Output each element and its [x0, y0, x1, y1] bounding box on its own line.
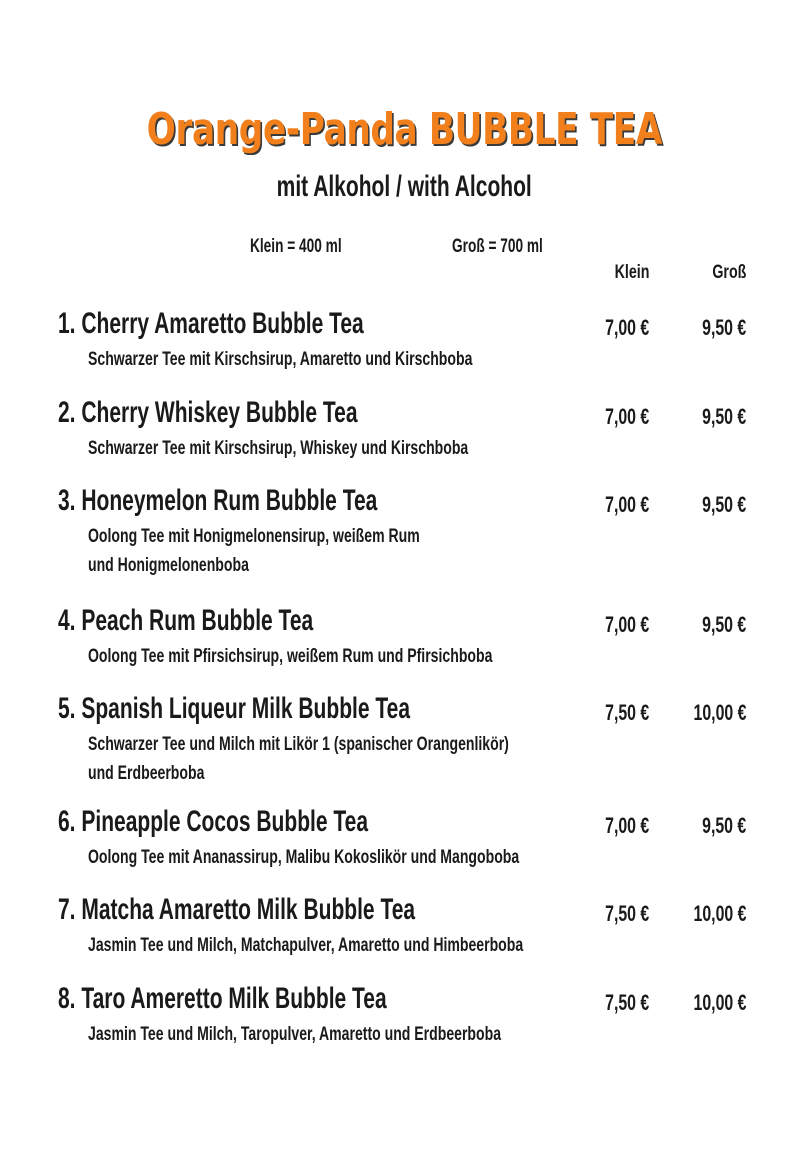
price-small: 7,50 €	[604, 700, 649, 725]
item-name: 5. Spanish Liqueur Milk Bubble Tea	[58, 692, 411, 725]
price-large: 10,00 €	[693, 901, 746, 926]
size-small-note: Klein = 400 ml	[250, 236, 342, 257]
item-description: Schwarzer Tee mit Kirschsirup, Amaretto und Kirschboba	[88, 349, 473, 370]
price-small: 7,00 €	[604, 315, 649, 340]
item-name: 4. Peach Rum Bubble Tea	[58, 604, 314, 637]
item-description: Oolong Tee mit Pfirsichsirup, weißem Rum und Pfirsichboba	[88, 646, 493, 667]
menu-title: Orange-Panda BUBBLE TEA	[146, 104, 663, 155]
price-small: 7,00 €	[604, 612, 649, 637]
price-large: 9,50 €	[701, 813, 746, 838]
size-large-note: Groß = 700 ml	[452, 236, 543, 257]
column-header-small: Klein	[614, 262, 649, 283]
menu-subtitle: mit Alkohol / with Alcohol	[276, 170, 533, 203]
item-name: 2. Cherry Whiskey Bubble Tea	[58, 396, 358, 429]
price-small: 7,50 €	[604, 901, 649, 926]
item-description: Jasmin Tee und Milch, Matchapulver, Amaretto und Himbeerboba	[88, 935, 524, 956]
price-large: 9,50 €	[701, 404, 746, 429]
item-name: 7. Matcha Amaretto Milk Bubble Tea	[58, 893, 416, 926]
item-description: Oolong Tee mit Ananassirup, Malibu Kokoslikör und Mangoboba	[88, 847, 520, 868]
item-name: 3. Honeymelon Rum Bubble Tea	[58, 484, 378, 517]
item-name: 8. Taro Ameretto Milk Bubble Tea	[58, 982, 387, 1015]
price-large: 10,00 €	[693, 990, 746, 1015]
price-large: 10,00 €	[693, 700, 746, 725]
price-large: 9,50 €	[701, 492, 746, 517]
column-header-large: Groß	[711, 262, 746, 283]
item-description: Oolong Tee mit Honigmelonensirup, weißem Rum und Honigmelonenboba	[88, 526, 420, 576]
item-description: Schwarzer Tee und Milch mit Likör 1 (spanischer Orangenlikör) und Erdbeerboba	[88, 734, 509, 784]
price-small: 7,00 €	[604, 492, 649, 517]
item-name: 1. Cherry Amaretto Bubble Tea	[58, 307, 364, 340]
price-small: 7,00 €	[604, 813, 649, 838]
price-large: 9,50 €	[701, 315, 746, 340]
price-large: 9,50 €	[701, 612, 746, 637]
price-small: 7,00 €	[604, 404, 649, 429]
item-name: 6. Pineapple Cocos Bubble Tea	[58, 805, 369, 838]
item-description: Jasmin Tee und Milch, Taropulver, Amaretto und Erdbeerboba	[88, 1024, 502, 1045]
price-small: 7,50 €	[604, 990, 649, 1015]
item-description: Schwarzer Tee mit Kirschsirup, Whiskey und Kirschboba	[88, 438, 469, 459]
